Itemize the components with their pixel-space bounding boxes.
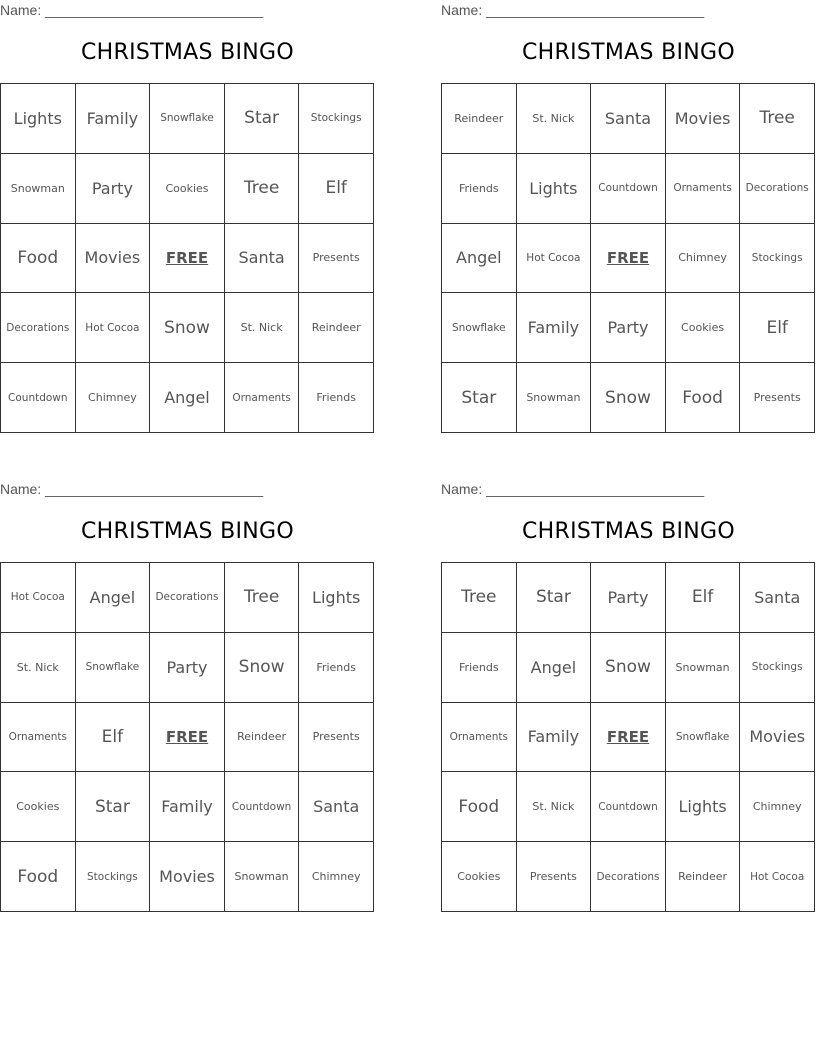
bingo-cell: Lights [666, 772, 741, 842]
bingo-cell: Snowman [225, 842, 300, 912]
bingo-cell: Friends [442, 154, 517, 224]
bingo-cell: Friends [299, 633, 374, 703]
bingo-cell: Stockings [299, 84, 374, 154]
bingo-cell: Stockings [740, 224, 815, 294]
bingo-cell: Food [1, 842, 76, 912]
name-field-label: Name: ____________________________ [0, 2, 264, 18]
free-space-cell: FREE [591, 703, 666, 773]
bingo-cell: Decorations [740, 154, 815, 224]
bingo-cell: Snow [591, 633, 666, 703]
bingo-cell: Tree [740, 84, 815, 154]
bingo-cell: Snowflake [666, 703, 741, 773]
bingo-cell: Party [591, 563, 666, 633]
bingo-cell: Chimney [740, 772, 815, 842]
bingo-cell: Movies [76, 224, 151, 294]
bingo-grid [441, 562, 815, 912]
card-title: CHRISTMAS BINGO [522, 40, 735, 65]
bingo-cell: Chimney [299, 842, 374, 912]
bingo-cell: Snowflake [76, 633, 151, 703]
bingo-cell: Stockings [76, 842, 151, 912]
bingo-cell: Elf [299, 154, 374, 224]
bingo-cell: Cookies [442, 842, 517, 912]
bingo-cell: Star [442, 363, 517, 433]
bingo-cell: Star [225, 84, 300, 154]
free-space-cell: FREE [150, 224, 225, 294]
bingo-cell: Cookies [666, 293, 741, 363]
bingo-cell: Lights [1, 84, 76, 154]
bingo-cell: Snowman [666, 633, 741, 703]
bingo-cell: Reindeer [442, 84, 517, 154]
bingo-cell: Star [517, 563, 592, 633]
bingo-cell: Food [1, 224, 76, 294]
bingo-cell: Movies [150, 842, 225, 912]
bingo-cell: Family [517, 703, 592, 773]
bingo-cell: Santa [591, 84, 666, 154]
bingo-cell: Party [76, 154, 151, 224]
bingo-cell: St. Nick [517, 772, 592, 842]
bingo-cell: Hot Cocoa [517, 224, 592, 294]
bingo-cell: Angel [517, 633, 592, 703]
name-field-label: Name: ____________________________ [441, 2, 705, 18]
bingo-cell: Food [442, 772, 517, 842]
bingo-cell: Countdown [225, 772, 300, 842]
bingo-cell: Countdown [591, 772, 666, 842]
bingo-cell: Presents [299, 703, 374, 773]
bingo-cell: Snow [225, 633, 300, 703]
bingo-cell: Party [591, 293, 666, 363]
bingo-cell: Hot Cocoa [1, 563, 76, 633]
bingo-cell: Santa [225, 224, 300, 294]
free-space-cell: FREE [150, 703, 225, 773]
card-title: CHRISTMAS BINGO [81, 40, 294, 65]
bingo-cell: Cookies [150, 154, 225, 224]
bingo-cell: Family [150, 772, 225, 842]
bingo-cell: Lights [299, 563, 374, 633]
bingo-cell: Santa [299, 772, 374, 842]
bingo-cell: Elf [76, 703, 151, 773]
bingo-cell: Snowflake [150, 84, 225, 154]
bingo-cell: St. Nick [225, 293, 300, 363]
bingo-cell: Angel [150, 363, 225, 433]
bingo-cell: Snowflake [442, 293, 517, 363]
bingo-cell: Star [76, 772, 151, 842]
bingo-cell: Lights [517, 154, 592, 224]
bingo-cell: Family [517, 293, 592, 363]
bingo-cell: Presents [299, 224, 374, 294]
bingo-cell: St. Nick [517, 84, 592, 154]
bingo-cell: Party [150, 633, 225, 703]
name-field-label: Name: ____________________________ [441, 481, 705, 497]
bingo-cell: Tree [442, 563, 517, 633]
bingo-cell: Decorations [150, 563, 225, 633]
bingo-cell: Movies [666, 84, 741, 154]
bingo-cell: Presents [517, 842, 592, 912]
bingo-cell: Snow [591, 363, 666, 433]
bingo-cell: Santa [740, 563, 815, 633]
card-title: CHRISTMAS BINGO [522, 519, 735, 544]
bingo-cell: Tree [225, 563, 300, 633]
bingo-cell: Angel [442, 224, 517, 294]
bingo-grid [0, 562, 374, 912]
name-field-label: Name: ____________________________ [0, 481, 264, 497]
bingo-cell: Decorations [591, 842, 666, 912]
bingo-cell: Ornaments [666, 154, 741, 224]
bingo-cell: Food [666, 363, 741, 433]
bingo-cell: St. Nick [1, 633, 76, 703]
bingo-cell: Stockings [740, 633, 815, 703]
bingo-cell: Hot Cocoa [76, 293, 151, 363]
bingo-grid [0, 83, 374, 433]
bingo-cell: Reindeer [299, 293, 374, 363]
bingo-cell: Reindeer [666, 842, 741, 912]
bingo-cell: Tree [225, 154, 300, 224]
card-title: CHRISTMAS BINGO [81, 519, 294, 544]
bingo-cell: Angel [76, 563, 151, 633]
bingo-cell: Elf [666, 563, 741, 633]
bingo-cell: Cookies [1, 772, 76, 842]
bingo-grid [441, 83, 815, 433]
bingo-cell: Ornaments [442, 703, 517, 773]
bingo-cell: Movies [740, 703, 815, 773]
bingo-cell: Countdown [1, 363, 76, 433]
bingo-cell: Friends [442, 633, 517, 703]
bingo-cell: Snowman [1, 154, 76, 224]
bingo-cell: Snowman [517, 363, 592, 433]
bingo-cell: Snow [150, 293, 225, 363]
bingo-cell: Friends [299, 363, 374, 433]
bingo-cell: Chimney [76, 363, 151, 433]
bingo-cell: Ornaments [225, 363, 300, 433]
free-space-cell: FREE [591, 224, 666, 294]
bingo-cell: Countdown [591, 154, 666, 224]
bingo-cell: Presents [740, 363, 815, 433]
bingo-cell: Elf [740, 293, 815, 363]
bingo-cell: Family [76, 84, 151, 154]
bingo-cell: Decorations [1, 293, 76, 363]
bingo-cell: Reindeer [225, 703, 300, 773]
bingo-cell: Hot Cocoa [740, 842, 815, 912]
bingo-cell: Chimney [666, 224, 741, 294]
bingo-cell: Ornaments [1, 703, 76, 773]
